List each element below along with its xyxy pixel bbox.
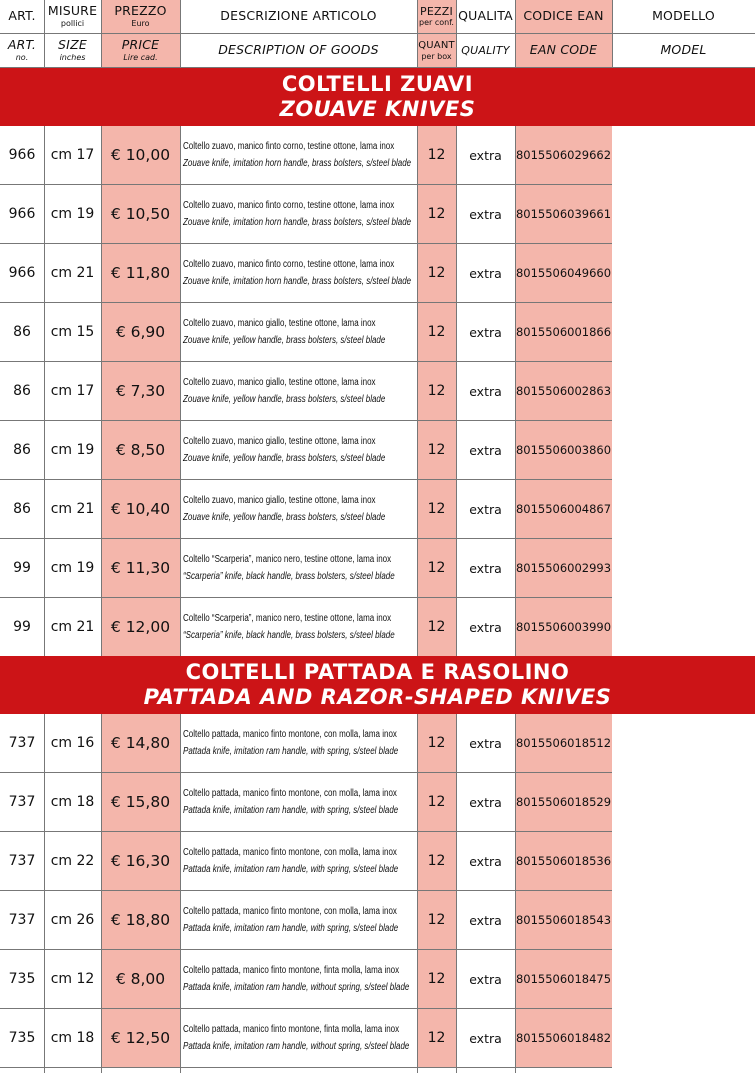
column-divider (456, 126, 457, 656)
header-size-sub-en: inches (59, 52, 86, 62)
header-pieces-label: PEZZI (420, 5, 453, 18)
column-divider (180, 126, 181, 656)
section-zouave-banner (0, 68, 755, 126)
art-number: 86 (13, 383, 31, 399)
description-en: Zouave knife, yellow handle, brass bolsters, s/steel blade (183, 335, 386, 346)
header-pieces-sub-en: per box (421, 51, 452, 61)
size: cm 16 (50, 735, 95, 751)
description-it: Coltello zuavo, manico finto corno, testine ottone, lama inox (183, 259, 395, 270)
column-divider (101, 126, 102, 656)
quality: extra (469, 206, 502, 222)
description-it: Coltello zuavo, manico finto corno, testine ottone, lama inox (183, 200, 395, 211)
column-divider (417, 0, 418, 68)
price: € 12,00 (101, 598, 180, 656)
pieces-per-box: 12 (417, 714, 456, 772)
description-it: Coltello pattada, manico finto montone, finta molla, lama inox (183, 965, 400, 976)
description (180, 950, 417, 1008)
description-en: Zouave knife, imitation horn handle, brass bolsters, s/steel blade (183, 217, 412, 228)
header-art-label: ART. (8, 8, 36, 24)
description (180, 303, 417, 361)
model-column (612, 126, 755, 656)
art-number: 735 (8, 971, 36, 987)
art-number: 737 (8, 794, 36, 810)
art-number: 86 (13, 442, 31, 458)
description-it: Coltello zuavo, manico finto corno, testine ottone, lama inox (183, 141, 395, 152)
header-pieces-sub: per conf. (419, 18, 454, 27)
header-description-label: DESCRIZIONE ARTICOLO (220, 8, 377, 24)
description-it: Coltello pattada, manico finto montone, finta molla, lama inox (183, 1024, 400, 1035)
header-pieces (417, 0, 456, 68)
description-it: Coltello zuavo, manico giallo, testine ottone, lama inox (183, 495, 376, 506)
pieces-per-box: 12 (417, 891, 456, 949)
price: € 11,80 (101, 244, 180, 302)
header-size-label: MISURE (47, 3, 98, 19)
model-column (612, 714, 755, 1073)
column-divider (456, 714, 457, 1073)
quality: extra (469, 324, 502, 340)
pieces-per-box: 12 (417, 539, 456, 597)
description-it: Coltello “Scarperia”, manico nero, testine ottone, lama inox (183, 554, 392, 565)
quality: extra (469, 735, 502, 751)
header-model-label-en: MODEL (660, 42, 707, 58)
description-en: Pattada knife, imitation ram handle, without spring, s/steel blade (183, 1041, 410, 1052)
ean-code: 8015506039661 (515, 185, 612, 243)
section-title-it: COLTELLI ZUAVI (281, 72, 474, 96)
description (180, 244, 417, 302)
pieces-per-box: 12 (417, 832, 456, 890)
description-it: Coltello zuavo, manico giallo, testine ottone, lama inox (183, 318, 376, 329)
header-size-sub: pollici (60, 18, 85, 28)
size: cm 22 (50, 853, 95, 869)
description (180, 598, 417, 656)
ean-code: 8015506003860 (515, 421, 612, 479)
size: cm 21 (50, 501, 95, 517)
description-it: Coltello pattada, manico finto montone, con molla, lama inox (183, 729, 397, 740)
art-number: 86 (13, 324, 31, 340)
size: cm 19 (50, 442, 95, 458)
description (180, 714, 417, 772)
size: cm 12 (50, 971, 95, 987)
description-en: “Scarperia” knife, black handle, brass bolsters, s/steel blade (183, 571, 395, 582)
pieces-per-box: 12 (417, 185, 456, 243)
description (180, 185, 417, 243)
price: € 14,80 (101, 714, 180, 772)
pieces-per-box: 12 (417, 303, 456, 361)
description-it: Coltello pattada, manico finto montone, con molla, lama inox (183, 788, 397, 799)
description-en: Pattada knife, imitation ram handle, without spring, s/steel blade (183, 982, 410, 993)
header-art-label-en: ART. (7, 37, 37, 53)
description-it: Coltello pattada, manico finto montone, con molla, lama inox (183, 847, 397, 858)
description (180, 1009, 417, 1067)
art-number: 737 (8, 912, 36, 928)
header-model (612, 0, 755, 68)
pieces-per-box: 12 (417, 950, 456, 1008)
column-divider (101, 714, 102, 1073)
description-en: Pattada knife, imitation ram handle, with spring, s/steel blade (183, 746, 399, 757)
ean-code: 8015506001866 (515, 303, 612, 361)
description-it: Coltello zuavo, manico giallo, testine ottone, lama inox (183, 436, 376, 447)
size: cm 18 (50, 1030, 95, 1046)
quality: extra (469, 147, 502, 163)
section-pattada-banner (0, 656, 755, 714)
description-en: Zouave knife, yellow handle, brass bolsters, s/steel blade (183, 394, 386, 405)
column-divider (180, 714, 181, 1073)
header-quality-label-en: QUALITY (461, 44, 510, 57)
price: € 10,40 (101, 480, 180, 538)
quality: extra (469, 619, 502, 635)
description-en: “Scarperia” knife, black handle, brass bolsters, s/steel blade (183, 630, 395, 641)
table-header (0, 0, 755, 68)
description-it: Coltello pattada, manico finto montone, con molla, lama inox (183, 906, 397, 917)
column-divider (44, 0, 45, 68)
column-divider (417, 714, 418, 1073)
pieces-per-box: 12 (417, 362, 456, 420)
column-divider (417, 126, 418, 656)
header-quality (456, 0, 515, 68)
header-price-sub: Euro (131, 18, 150, 28)
quality: extra (469, 971, 502, 987)
description-en: Pattada knife, imitation ram handle, with spring, s/steel blade (183, 923, 399, 934)
art-number: 735 (8, 1030, 36, 1046)
quality: extra (469, 501, 502, 517)
header-price-sub-en: Lire cad. (123, 52, 158, 62)
price: € 15,80 (101, 773, 180, 831)
ean-code: 8015506018536 (515, 832, 612, 890)
ean-code: 8015506003990 (515, 598, 612, 656)
description-en: Zouave knife, yellow handle, brass bolsters, s/steel blade (183, 453, 386, 464)
column-divider (515, 126, 516, 656)
price: € 10,00 (101, 126, 180, 184)
description (180, 832, 417, 890)
ean-code: 8015506002863 (515, 362, 612, 420)
price: € 18,80 (101, 891, 180, 949)
ean-code: 8015506018482 (515, 1009, 612, 1067)
size: cm 17 (50, 383, 95, 399)
header-ean-label: CODICE EAN (523, 8, 604, 24)
column-divider (456, 0, 457, 68)
pieces-per-box: 12 (417, 126, 456, 184)
quality: extra (469, 442, 502, 458)
ean-code: 8015506018475 (515, 950, 612, 1008)
art-number: 737 (8, 853, 36, 869)
price: € 10,50 (101, 185, 180, 243)
column-divider (44, 714, 45, 1073)
pieces-per-box: 12 (417, 773, 456, 831)
header-ean (515, 0, 612, 68)
quality: extra (469, 1030, 502, 1046)
price: € 16,30 (101, 832, 180, 890)
description-it: Coltello zuavo, manico giallo, testine ottone, lama inox (183, 377, 376, 388)
column-divider (612, 0, 613, 68)
header-description-label-en: DESCRIPTION OF GOODS (218, 42, 379, 58)
description (180, 891, 417, 949)
column-divider (515, 714, 516, 1073)
column-divider (180, 0, 181, 68)
section-title-it: COLTELLI PATTADA E RASOLINO (185, 660, 570, 684)
ean-code: 8015506004867 (515, 480, 612, 538)
description (180, 480, 417, 538)
size: cm 18 (50, 794, 95, 810)
header-size-label-en: SIZE (58, 37, 87, 53)
column-divider (515, 0, 516, 68)
pieces-per-box: 12 (417, 598, 456, 656)
art-number: 966 (8, 206, 36, 222)
header-size (44, 0, 101, 68)
quality: extra (469, 794, 502, 810)
header-price (101, 0, 180, 68)
description-en: Pattada knife, imitation ram handle, with spring, s/steel blade (183, 864, 399, 875)
art-number: 99 (13, 619, 31, 635)
column-divider (101, 0, 102, 68)
price: € 6,90 (101, 303, 180, 361)
ean-code: 8015506018512 (515, 714, 612, 772)
price: € 12,50 (101, 1009, 180, 1067)
description (180, 421, 417, 479)
header-price-label: PREZZO (114, 3, 167, 19)
header-ean-label-en: EAN CODE (529, 42, 598, 58)
ean-code: 8015506018543 (515, 891, 612, 949)
size: cm 21 (50, 619, 95, 635)
quality: extra (469, 560, 502, 576)
header-quality-label: QUALITA (458, 8, 513, 24)
size: cm 17 (50, 147, 95, 163)
quality: extra (469, 265, 502, 281)
header-art (0, 0, 44, 68)
size: cm 26 (50, 912, 95, 928)
ean-code: 8015506018529 (515, 773, 612, 831)
size: cm 19 (50, 206, 95, 222)
description (180, 539, 417, 597)
pieces-per-box: 12 (417, 480, 456, 538)
header-description (180, 0, 417, 68)
art-number: 86 (13, 501, 31, 517)
pieces-per-box: 12 (417, 244, 456, 302)
description-en: Pattada knife, imitation ram handle, with spring, s/steel blade (183, 805, 399, 816)
description (180, 362, 417, 420)
price: € 11,30 (101, 539, 180, 597)
pieces-per-box: 12 (417, 1009, 456, 1067)
price: € 7,30 (101, 362, 180, 420)
quality: extra (469, 383, 502, 399)
ean-code: 8015506029662 (515, 126, 612, 184)
pieces-per-box: 12 (417, 421, 456, 479)
description-en: Zouave knife, imitation horn handle, brass bolsters, s/steel blade (183, 276, 412, 287)
column-divider (44, 126, 45, 656)
size: cm 15 (50, 324, 95, 340)
description-en: Zouave knife, yellow handle, brass bolsters, s/steel blade (183, 512, 386, 523)
description-en: Zouave knife, imitation horn handle, brass bolsters, s/steel blade (183, 158, 412, 169)
header-pieces-label-en: QUANT (418, 39, 455, 51)
description (180, 126, 417, 184)
header-price-label-en: PRICE (121, 37, 160, 53)
header-art-sub-en: no. (15, 52, 29, 62)
price: € 8,50 (101, 421, 180, 479)
ean-code: 8015506002993 (515, 539, 612, 597)
size: cm 21 (50, 265, 95, 281)
description-it: Coltello “Scarperia”, manico nero, testine ottone, lama inox (183, 613, 392, 624)
art-number: 966 (8, 147, 36, 163)
art-number: 966 (8, 265, 36, 281)
header-model-label: MODELLO (652, 8, 715, 24)
quality: extra (469, 912, 502, 928)
section-title-en: ZOUAVE KNIVES (279, 97, 476, 121)
description (180, 773, 417, 831)
section-title-en: PATTADA AND RAZOR-SHAPED KNIVES (143, 685, 612, 709)
size: cm 19 (50, 560, 95, 576)
price: € 8,00 (101, 950, 180, 1008)
quality: extra (469, 853, 502, 869)
art-number: 737 (8, 735, 36, 751)
art-number: 99 (13, 560, 31, 576)
ean-code: 8015506049660 (515, 244, 612, 302)
